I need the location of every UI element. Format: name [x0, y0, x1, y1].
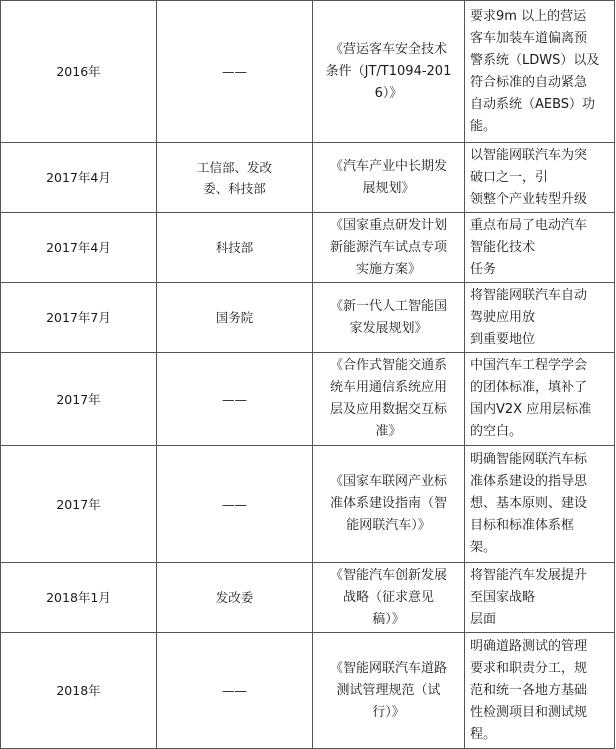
department-cell: 国务院: [157, 283, 313, 353]
description-cell: 中国汽车工程学学会 的团体标准，填补了 国内V2X 应用层标准 的空白。: [465, 353, 615, 446]
description-cell: 要求9m 以上的营运 客车加装车道偏离预 警系统（LDWS）以及 符合标准的自动紧急 自动系统（AEBS）功 能。: [465, 1, 615, 143]
date-cell: 2017年4月: [1, 213, 157, 283]
date-cell: 2016年: [1, 1, 157, 143]
date-cell: 2018年1月: [1, 563, 157, 633]
department-cell: ——: [157, 633, 313, 749]
description-cell: 重点布局了电动汽车 智能化技术 任务: [465, 213, 615, 283]
table-row: [1, 143, 615, 213]
description-cell: 以智能网联汽车为突 破口之一，引 领整个产业转型升级: [465, 143, 615, 213]
table-row: [1, 446, 615, 563]
document-title-cell: 《国家车联网产业标 准体系建设指南（智 能网联汽车）》: [313, 446, 465, 563]
date-cell: 2017年7月: [1, 283, 157, 353]
table-row: [1, 353, 615, 446]
description-cell: 将智能汽车发展提升 至国家战略 层面: [465, 563, 615, 633]
table-row: [1, 1, 615, 143]
document-title-cell: 《汽车产业中长期发 展规划》: [313, 143, 465, 213]
description-cell: 明确道路测试的管理 要求和职责分工，规 范和统一各地方基础 性检测项目和测试规 程。: [465, 633, 615, 749]
document-title-cell: 《智能网联汽车道路 测试管理规范（试 行）》: [313, 633, 465, 749]
department-cell: 发改委: [157, 563, 313, 633]
department-cell: ——: [157, 353, 313, 446]
document-title-cell: 《营运客车安全技术 条件（JT/T1094-201 6）》: [313, 1, 465, 143]
department-cell: 工信部、发改 委、科技部: [157, 143, 313, 213]
department-cell: ——: [157, 1, 313, 143]
document-title-cell: 《合作式智能交通系 统车用通信系统应用 层及应用数据交互标 准》: [313, 353, 465, 446]
date-cell: 2017年4月: [1, 143, 157, 213]
description-cell: 明确智能网联汽车标 准体系建设的指导思 想、基本原则、建设 目标和标准体系框 架。: [465, 446, 615, 563]
table-row: [1, 283, 615, 353]
table-row: [1, 563, 615, 633]
document-title-cell: 《新一代人工智能国 家发展规划》: [313, 283, 465, 353]
table-row: [1, 213, 615, 283]
date-cell: 2017年: [1, 446, 157, 563]
department-cell: 科技部: [157, 213, 313, 283]
date-cell: 2017年: [1, 353, 157, 446]
description-cell: 将智能网联汽车自动 驾驶应用放 到重要地位: [465, 283, 615, 353]
date-cell: 2018年: [1, 633, 157, 749]
document-title-cell: 《国家重点研发计划 新能源汽车试点专项 实施方案》: [313, 213, 465, 283]
table-row: [1, 633, 615, 749]
document-title-cell: 《智能汽车创新发展 战略（征求意见 稿）》: [313, 563, 465, 633]
department-cell: ——: [157, 446, 313, 563]
